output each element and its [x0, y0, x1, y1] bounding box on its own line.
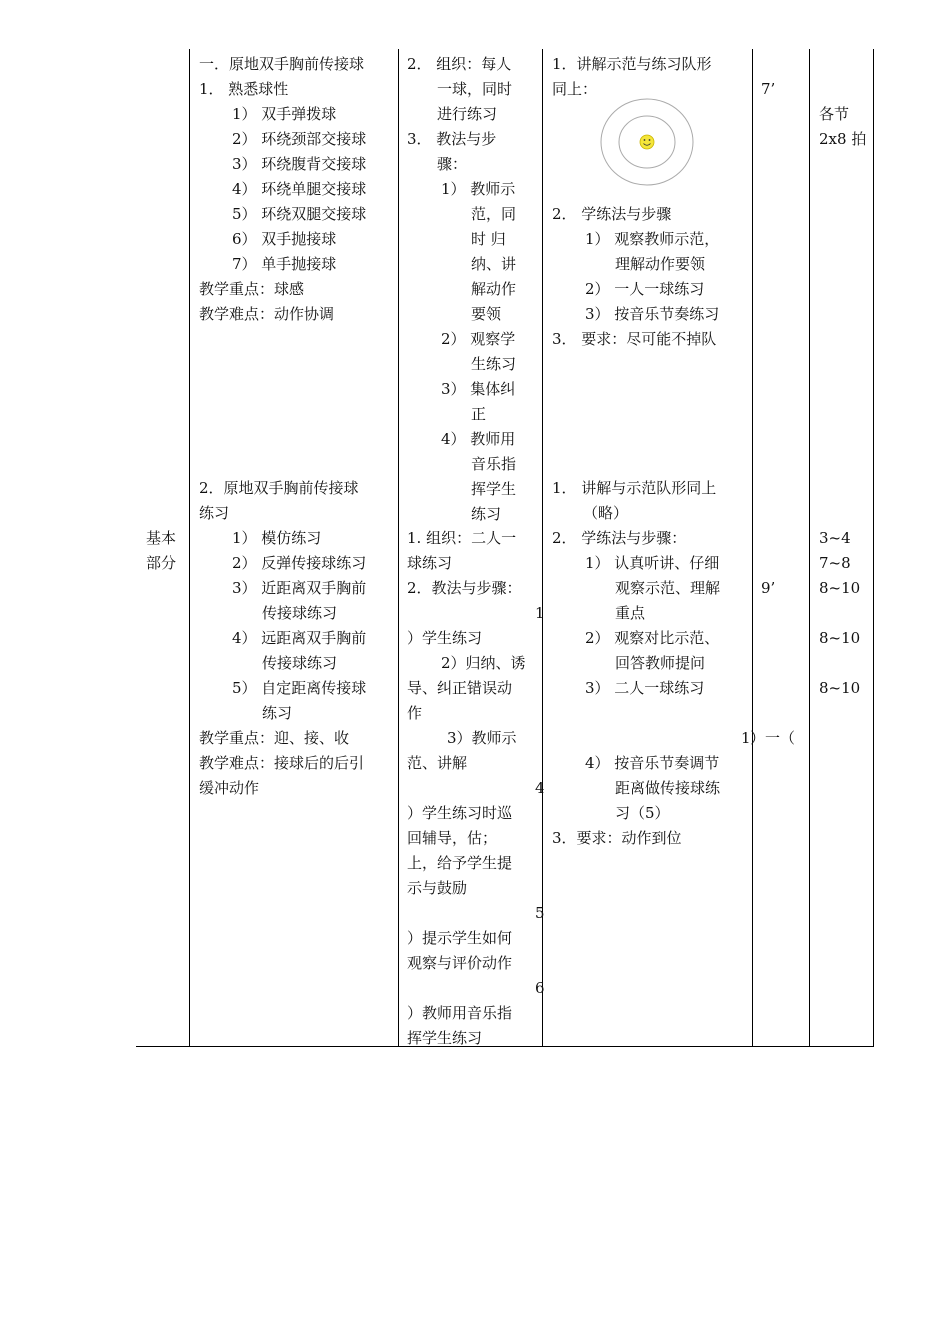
organization-line: 3） 二人一球练习: [585, 679, 705, 697]
content-line: 6） 双手抛接球: [232, 230, 337, 248]
content-line: 5） 自定距离传接球: [232, 679, 367, 697]
content-line: 4） 环绕单腿交接球: [232, 180, 367, 198]
content-line: 3） 近距离双手胸前: [232, 579, 367, 597]
organization-line: 重点: [615, 604, 646, 622]
smiley-face-icon: [640, 135, 654, 149]
content-line: 2） 环绕颈部交接球: [232, 130, 367, 148]
column-divider: [189, 49, 190, 1047]
organization-line: 2） 一人一球练习: [585, 280, 705, 298]
organization-line: 同上：: [552, 80, 598, 98]
method-line: 5: [535, 904, 545, 922]
organization-line: 2． 学练法与步骤: [552, 205, 672, 223]
method-line: 1: [535, 604, 545, 622]
count-line: 3~4: [819, 529, 851, 547]
organization-line: 3． 要求：尽可能不掉队: [552, 330, 717, 348]
method-line: ）学生练习: [407, 629, 483, 647]
organization-line: 回答教师提问: [615, 654, 706, 672]
column-divider: [809, 49, 810, 1047]
count-line: 7~8: [819, 554, 851, 572]
section-label-line2: 部分: [146, 554, 177, 572]
method-line: 3） 集体纠: [441, 380, 516, 398]
organization-line: 2． 学练法与步骤：: [552, 529, 687, 547]
method-line: 2） 观察学: [441, 330, 516, 348]
method-line: 正: [471, 405, 487, 423]
organization-line: 1． 讲解与示范队形同上: [552, 479, 717, 497]
concentric-circles-diagram: [598, 96, 696, 188]
content-line: 练习: [199, 504, 230, 522]
content-line: 练习: [262, 704, 293, 722]
method-line: 音乐指: [471, 455, 517, 473]
organization-line: 3） 按音乐节奏练习: [585, 305, 720, 323]
method-line: 骤：: [437, 155, 468, 173]
method-line: 一球，同时: [437, 80, 513, 98]
organization-line: （略）: [583, 504, 629, 522]
method-line: ）学生练习时巡: [407, 804, 513, 822]
content-line: 7） 单手抛接球: [232, 255, 337, 273]
time-line: ）一（: [750, 729, 796, 747]
count-line: 8~10: [819, 629, 861, 647]
method-line: 3． 教法与步: [407, 130, 497, 148]
method-line: 6: [535, 979, 545, 997]
content-line: 1） 双手弹拨球: [232, 105, 337, 123]
method-line: 球练习: [407, 554, 453, 572]
method-line: 4: [535, 779, 545, 797]
organization-line: 1） 观察教师示范，: [585, 230, 720, 248]
content-line: 传接球练习: [262, 604, 338, 622]
method-line: 要领: [471, 305, 502, 323]
count-line: 2x8 拍: [819, 130, 867, 148]
method-line: 观察与评价动作: [407, 954, 513, 972]
column-divider: [752, 49, 753, 1047]
content-line: 教学难点：动作协调: [199, 305, 335, 323]
content-line: 1． 熟悉球性: [199, 80, 289, 98]
method-line: 纳、讲: [471, 255, 517, 273]
content-line: 教学重点：迎、接、收: [199, 729, 350, 747]
content-line: 3） 环绕腹背交接球: [232, 155, 367, 173]
content-line: 4） 远距离双手胸前: [232, 629, 367, 647]
content-line: 2） 反弹传接球练习: [232, 554, 367, 572]
method-line: 3）教师示: [447, 729, 517, 747]
method-line: 示与鼓励: [407, 879, 468, 897]
organization-line: 3．要求：动作到位: [552, 829, 682, 847]
method-line: 范、讲解: [407, 754, 468, 772]
method-line: 上，给予学生提: [407, 854, 513, 872]
method-line: ）提示学生如何: [407, 929, 513, 947]
organization-line: 2） 观察对比示范、: [585, 629, 720, 647]
method-line: ）教师用音乐指: [407, 1004, 513, 1022]
content-line: 一．原地双手胸前传接球: [199, 55, 365, 73]
count-line: 8~10: [819, 679, 861, 697]
column-divider: [542, 49, 543, 1047]
method-line: 导、纠正错误动: [407, 679, 513, 697]
method-line: 进行练习: [437, 105, 498, 123]
method-line: 生练习: [471, 355, 517, 373]
content-line: 1） 模仿练习: [232, 529, 322, 547]
method-line: 2． 组织：每人: [407, 55, 512, 73]
organization-line: 1） 认真听讲、仔细: [585, 554, 720, 572]
content-line: 缓冲动作: [199, 779, 260, 797]
method-line: 挥学生练习: [407, 1029, 483, 1047]
method-line: 1. 组织：二人一: [407, 529, 517, 547]
method-line: 2．教法与步骤：: [407, 579, 522, 597]
content-line: 2．原地双手胸前传接球: [199, 479, 359, 497]
content-line: 传接球练习: [262, 654, 338, 672]
organization-line: 习（5）: [615, 804, 670, 822]
content-line: 教学难点：接球后的后引: [199, 754, 365, 772]
method-line: 2）归纳、诱: [441, 654, 526, 672]
method-line: 练习: [471, 505, 502, 523]
organization-line: 距离做传接球练: [615, 779, 721, 797]
section-label-line1: 基本: [146, 529, 177, 547]
method-line: 作: [407, 704, 423, 722]
time-line: 9’: [761, 579, 776, 597]
method-line: 1） 教师示: [441, 180, 516, 198]
time-line: 7’: [761, 80, 776, 98]
method-line: 4） 教师用: [441, 430, 516, 448]
organization-line: 观察示范、理解: [615, 579, 721, 597]
content-line: 5） 环绕双腿交接球: [232, 205, 367, 223]
organization-line: 4） 按音乐节奏调节: [585, 754, 720, 772]
count-line: 8~10: [819, 579, 861, 597]
count-line: 各节: [819, 105, 850, 123]
method-line: 挥学生: [471, 480, 517, 498]
method-line: 回辅导，估；: [407, 829, 498, 847]
method-line: 时 归: [471, 230, 506, 248]
organization-line: 1: [741, 729, 751, 747]
method-line: 解动作: [471, 280, 517, 298]
organization-line: 理解动作要领: [615, 255, 706, 273]
method-line: 范，同: [471, 205, 517, 223]
organization-line: 1．讲解示范与练习队形: [552, 55, 712, 73]
content-line: 教学重点：球感: [199, 280, 305, 298]
column-divider: [398, 49, 399, 1047]
